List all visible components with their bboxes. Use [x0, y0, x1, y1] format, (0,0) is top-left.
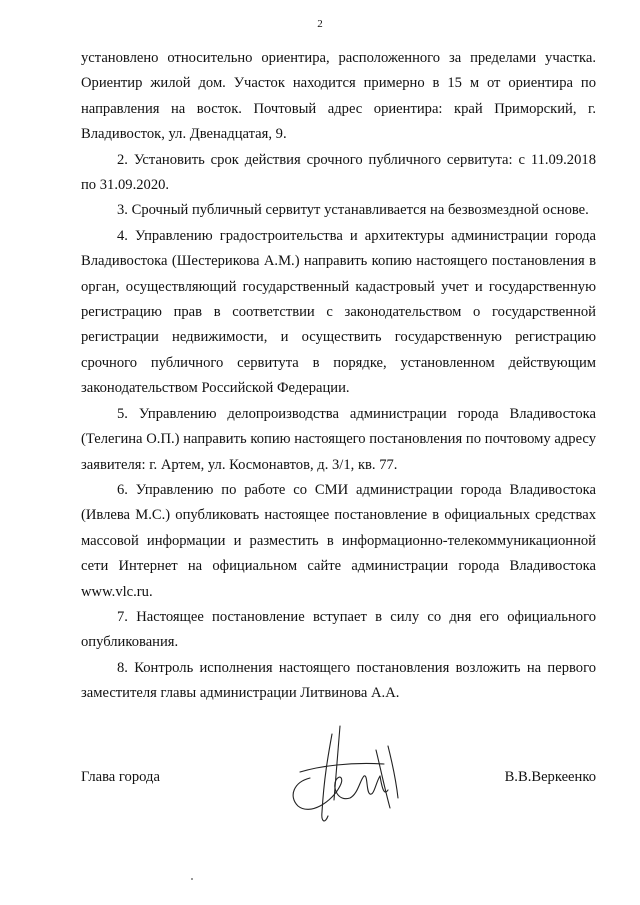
paragraph-5: 5. Управлению делопроизводства администрации города Владивостока (Телегина О.П.) направить копию настоящего постановления по почтовому адресу заявителя: г. Артем, ул. Космонавтов, д. 3/1, кв. 77. [81, 405, 596, 473]
signatory-name: В.В.Веркеенко [504, 769, 596, 785]
signatory-position: Глава города [81, 769, 160, 785]
handwritten-signature [280, 716, 420, 836]
paragraph-4: 4. Управлению градостроительства и архитектуры администрации города Владивостока (Шестерикова А.М.) направить копию настоящего постановления в орган, осуществляющий государственный кадастровый учет и государственную регистрацию прав в соответствии с законодательством о государственной регистрации недвижимости, и осуществить государственную регистрацию срочного публичного сервитута в порядке, установленном действующим законодательством Российской Федерации. [81, 227, 596, 397]
page-number: 2 [317, 18, 323, 30]
paragraph-3: 3. Срочный публичный сервитут устанавливается на безвозмездной основе. [117, 202, 589, 219]
paragraph-1: установлено относительно ориентира, расположенного за пределами участка. Ориентир жилой дом. Участок находится примерно в 15 м от ориентира по направления на восток. Почтовый адрес ориентира: край Приморский, г. Владивосток, ул. Двенадцатая, 9. [81, 50, 596, 143]
paragraph-2: 2. Установить срок действия срочного публичного сервитута: с 11.09.2018 по 31.09.2020. [81, 151, 596, 194]
document-body [81, 46, 596, 707]
scan-speck [191, 878, 193, 880]
paragraph-6: 6. Управлению по работе со СМИ администрации города Владивостока (Ивлева М.С.) опубликовать настоящее постановление в официальных средствах массовой информации и разместить в информационно-телекоммуникационной сети Интернет на официальном сайте администрации города Владивостока www.vlc.ru. [81, 481, 596, 600]
paragraph-8: 8. Контроль исполнения настоящего постановления возложить на первого заместителя главы администрации Литвинова А.А. [81, 659, 596, 702]
paragraph-7: 7. Настоящее постановление вступает в силу со дня его официального опубликования. [81, 608, 596, 651]
